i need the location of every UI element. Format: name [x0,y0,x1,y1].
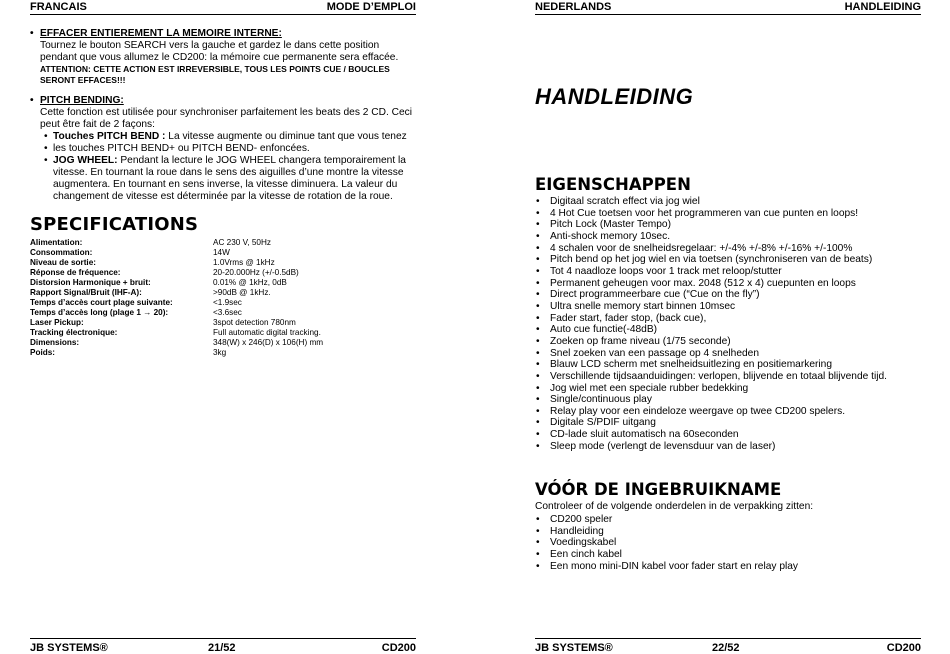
spec-row [30,238,416,248]
erase-warning-line: ATTENTION: CETTE ACTION EST IRREVERSIBLE, TOUS LES POINTS CUE / BOUCLES [40,64,390,74]
erase-warning-line: SERONT EFFACES!!! [40,75,126,85]
package-item: • Voedingskabel [535,537,921,549]
footer-brand: JB SYSTEMS® [535,642,613,654]
pitch-bending-section [30,95,416,203]
footer-model: CD200 [381,642,416,654]
jog-text: Pendant la lecture le JOG WHEEL changera temporairement la [117,155,406,166]
spec-key: Poids: [30,348,56,357]
before-use-heading: VÓÓR DE INGEBRUIKNAME [535,480,782,499]
spec-value: Full automatic digital tracking. [213,328,321,337]
feature-item: • Digitaal scratch effect via jog wiel [535,196,921,208]
spec-key: Laser Pickup: [30,318,84,327]
header-title: HANDLEIDING [844,1,921,13]
feature-item: • Anti-shock memory 10sec. [535,231,921,243]
erase-text-line: Tournez le bouton SEARCH vers la gauche et gardez le dans cette position [40,40,380,51]
pitch-text-line: peut être fait de 2 façons: [40,119,155,130]
right-page [535,0,921,654]
page-header [535,1,921,15]
feature-item: • 4 schalen voor de snelheidsregelaar: +/-4% +/-8% +/-16% +/-100% [535,243,921,255]
spec-row [30,268,416,278]
left-page [30,0,416,654]
spec-value: 1.0Vrms @ 1kHz [213,258,275,267]
feature-item: • Blauw LCD scherm met snelheidsuitlezing en positiemarkering [535,359,921,371]
spec-key: Tracking électronique: [30,328,118,337]
footer-brand: JB SYSTEMS® [30,642,108,654]
spec-key: Temps d’accès long (plage 1 → 20): [30,308,169,317]
spec-row [30,348,416,358]
jog-text: changement de vitesse est déterminée par la vitesse de rotation de la roue. [53,191,393,202]
feature-item: • 4 Hot Cue toetsen voor het programmeren van cue punten en loops! [535,208,921,220]
touches-text: les touches PITCH BEND+ ou PITCH BEND- enfoncées. [53,143,310,154]
feature-item: • Relay play voor een eindeloze weergave op twee CD200 spelers. [535,406,921,418]
header-language: NEDERLANDS [535,1,612,13]
jog-label: JOG WHEEL: [53,155,118,166]
spec-row [30,328,416,338]
features-heading: EIGENSCHAPPEN [535,175,691,194]
page-footer [535,638,921,654]
spec-key: Réponse de fréquence: [30,268,121,277]
spec-key: Alimentation: [30,238,83,247]
package-item: • Een mono mini-DIN kabel voor fader start en relay play [535,561,921,573]
feature-item: • CD-lade sluit automatisch na 60seconden [535,429,921,441]
spec-row [30,318,416,328]
spec-row [30,288,416,298]
feature-item: • Fader start, fader stop, (back cue), [535,313,921,325]
spec-value: <1.9sec [213,298,242,307]
jog-text: augmentera. En tournant en sens inverse, la vitesse diminuera. La valeur du [53,179,398,190]
feature-item: • Jog wiel met een speciale rubber bedekking [535,383,921,395]
spec-key: Distorsion Harmonique + bruit: [30,278,151,287]
spec-key: Consommation: [30,248,93,257]
spec-row [30,298,416,308]
spec-row [30,338,416,348]
package-item: • Een cinch kabel [535,549,921,561]
feature-item: • Permanent geheugen voor max. 2048 (512 x 4) cuepunten en loops [535,278,921,290]
spec-value: AC 230 V, 50Hz [213,238,271,247]
pitch-jog-item [30,155,416,167]
pitch-text-line: Cette fonction est utilisée pour synchroniser parfaitement les beats des 2 CD. Ceci [40,107,413,118]
touches-label: Touches PITCH BEND : [53,131,166,142]
features-list [535,196,921,452]
spec-key: Niveau de sortie: [30,258,96,267]
spec-value: 3spot detection 780nm [213,318,296,327]
package-item: • Handleiding [535,526,921,538]
feature-item: • Pitch Lock (Master Tempo) [535,219,921,231]
footer-page-number: 22/52 [712,642,740,654]
erase-text-line: pendant que vous allumez le CD200: la mémoire cue permanente sera effacée. [40,52,399,63]
spec-key: Temps d’accès court plage suivante: [30,298,173,307]
spec-value: 348(W) x 246(D) x 106(H) mm [213,338,324,347]
spec-value: 0.01% @ 1kHz, 0dB [213,278,287,287]
spec-key: Rapport Signal/Bruit (IHF-A): [30,288,142,297]
specifications-table [30,238,416,358]
feature-item: • Snel zoeken van een passage op 4 snelheden [535,348,921,360]
erase-memory-section [30,28,416,86]
footer-model: CD200 [886,642,921,654]
feature-item: • Digitale S/PDIF uitgang [535,417,921,429]
pitch-bending-heading: • PITCH BENDING: [30,95,416,107]
page-footer [30,638,416,654]
feature-item: • Direct programmeerbare cue (“Cue on the fly”) [535,289,921,301]
page-header [30,1,416,15]
package-item: • CD200 speler [535,514,921,526]
footer-page-number: 21/52 [208,642,236,654]
feature-item: • Ultra snelle memory start binnen 10msec [535,301,921,313]
spec-value: 3kg [213,348,227,357]
spec-row [30,278,416,288]
spec-value: >90dB @ 1kHz. [213,288,271,297]
header-language: FRANCAIS [30,1,87,13]
erase-memory-heading: • EFFACER ENTIEREMENT LA MEMOIRE INTERNE: [30,28,416,40]
feature-item: • Verschillende tijdsaanduidingen: verlopen, blijvende en totaal blijvende tijd. [535,371,921,383]
before-use-intro: Controleer of de volgende onderdelen in de verpakking zitten: [535,501,814,512]
header-title: MODE D’EMPLOI [326,1,416,13]
spec-value: <3.6sec [213,308,242,317]
feature-item: • Auto cue functie(-48dB) [535,324,921,336]
spec-row [30,248,416,258]
feature-item: • Sleep mode (verlengt de levensduur van de laser) [535,441,921,453]
manual-title: HANDLEIDING [535,84,694,109]
spec-value: 20-20.000Hz (+/-0.5dB) [213,268,299,277]
touches-text: La vitesse augmente ou diminue tant que vous tenez [165,131,407,142]
specifications-heading: SPECIFICATIONS [30,214,199,235]
jog-text: vitesse. En tournant la roue dans le sens des aiguilles d’une montre la vitesse [53,167,404,178]
spec-value: 14W [213,248,230,257]
spec-row [30,308,416,318]
package-contents-list [535,514,921,572]
pitch-touches-item [30,131,416,143]
feature-item: • Tot 4 naadloze loops voor 1 track met reloop/stutter [535,266,921,278]
feature-item: • Single/continuous play [535,394,921,406]
feature-item: • Pitch bend op het jog wiel en via toetsen (synchroniseren van de beats) [535,254,921,266]
spec-key: Dimensions: [30,338,80,347]
spec-row [30,258,416,268]
feature-item: • Zoeken op frame niveau (1/75 seconde) [535,336,921,348]
